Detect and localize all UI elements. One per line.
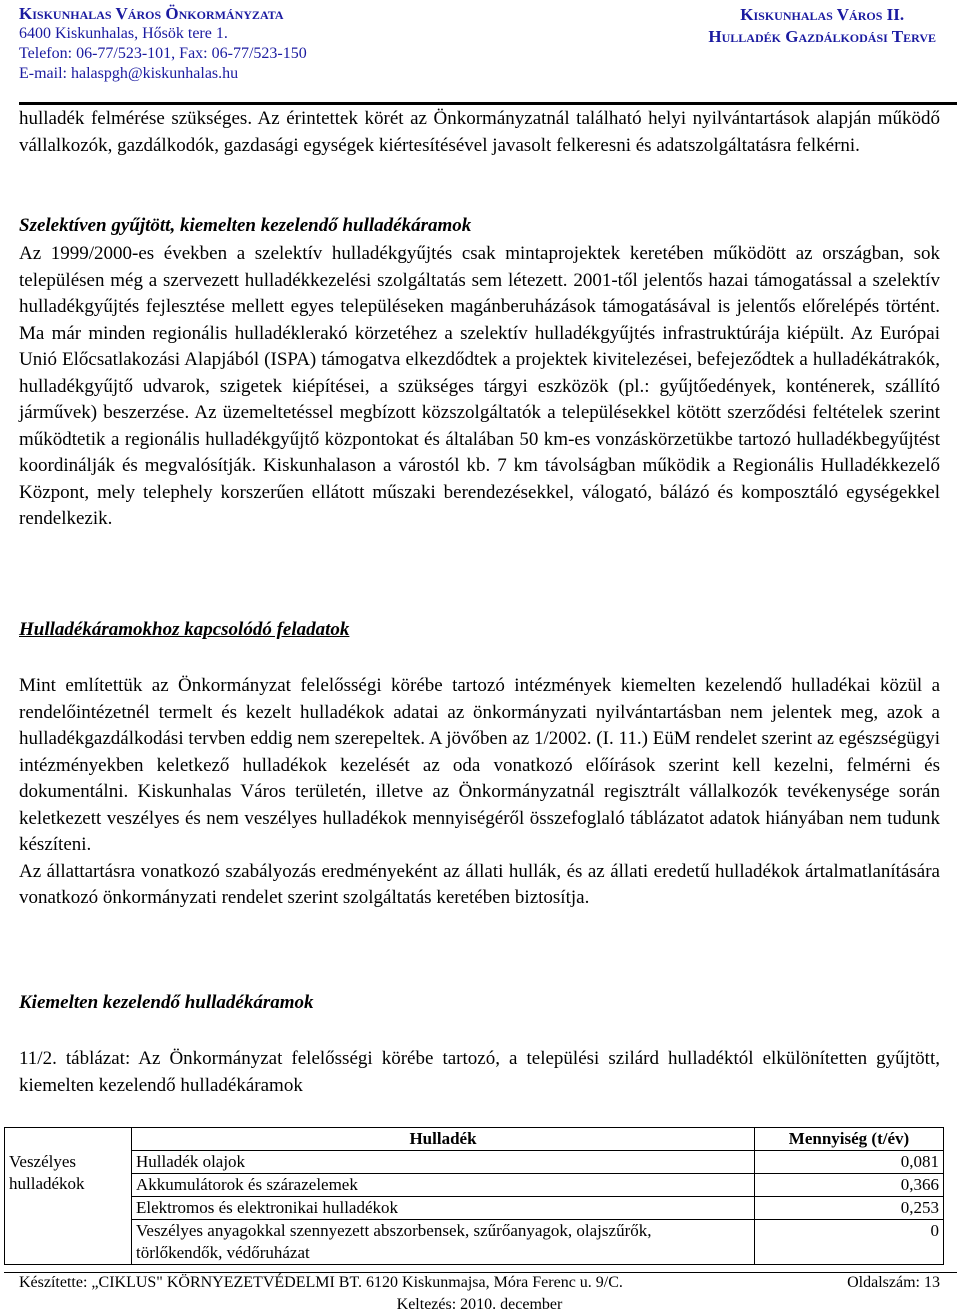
col-qty-header: Mennyiség (t/év) (755, 1128, 944, 1151)
doc-title-line1: Kiskunhalas Város II. (740, 5, 905, 24)
doc-title-line2: Hulladék Gazdálkodási Terve (708, 27, 936, 46)
section2-para2: Az állattartásra vonatkozó szabályozás eredményeként az állati hullák, és az állati eredetű hulladékok ártalmatlanítására vonatkozó önkormányzati rendelet szerint szolgáltatás keretében biztosítja. (19, 860, 940, 908)
section2-para1: Mint említettük az Önkormányzat felelősségi körébe tartozó intézmények kiemelten kezelendő hulladékai közül a rendelőintézetnél termelt és kezelt hulladékok adatai az önkormányzati nyilvántartásban nem jelentek meg, azok a hulladékgazdálkodási tervben eddig nem szerepeltek. A jövőben az 1/2002. (I. 11.) EüM rendelet szerint az egészségügyi intézményekben keletkező hulladékok kezelését az oda vonatkozó előírások szerint kell kezelni, felmérni és dokumentálni. Kiskunhalas Város területén, illetve az Önkormányzatnál regisztrált vállalkozók tevékenysége során keletkezett veszélyes és nem veszélyes hulladékok mennyiségéről összefoglaló táblázatot adatok hiányában nem tudunk készíteni. (19, 675, 940, 855)
section2-heading: Hulladékáramokhoz kapcsolódó feladatok (19, 619, 350, 640)
intro-paragraph: hulladék felmérése szükséges. Az érintettek körét az Önkormányzatnál található helyi nyilvántartások alapján működő vállalkozók, gazdálkodók, gazdasági egységek kiértesítésével javasolt felkeresni és adatszolgáltatásra felkérni. (19, 108, 940, 156)
footer-author: Készítette: „CIKLUS" KÖRNYEZETVÉDELMI BT. 6120 Kiskunmajsa, Móra Ferenc u. 9/C. (19, 1274, 623, 1291)
org-phone: Telefon: 06-77/523-101, Fax: 06-77/523-150 (19, 45, 307, 62)
table-row (5, 1197, 944, 1220)
table-header-row (5, 1128, 944, 1151)
waste-qty: 0,253 (755, 1197, 944, 1220)
waste-qty: 0,366 (755, 1174, 944, 1197)
org-name: Kiskunhalas Város Önkormányzata (19, 4, 284, 23)
waste-qty: 0,081 (755, 1151, 944, 1174)
section2-body (19, 673, 940, 912)
table-row (5, 1220, 944, 1265)
waste-qty: 0 (755, 1220, 944, 1265)
category-cell: Veszélyes hulladékok (5, 1151, 132, 1265)
header-rule (19, 102, 957, 105)
table-caption: 11/2. táblázat: Az Önkormányzat felelősségi körébe tartozó, a települési szilárd hulladéktól elkülönítetten gyűjtött, kiemelten kezelendő hulladékáramok (19, 1048, 940, 1096)
waste-name: Akkumulátorok és szárazelemek (132, 1174, 755, 1197)
section3-heading: Kiemelten kezelendő hulladékáramok (19, 992, 314, 1013)
org-email: E-mail: halaspgh@kiskunhalas.hu (19, 65, 239, 82)
waste-name: Elektromos és elektronikai hulladékok (132, 1197, 755, 1220)
waste-name: Veszélyes anyagokkal szennyezett abszorbensek, szűrőanyagok, olajszűrők, törlőkendők, védőruházat (132, 1220, 755, 1265)
header-contact (19, 4, 307, 84)
waste-table (4, 1127, 944, 1265)
col-waste-header: Hulladék (132, 1128, 755, 1151)
table-row (5, 1151, 944, 1174)
waste-name: Hulladék olajok (132, 1151, 755, 1174)
section1-heading: Szelektíven gyűjtött, kiemelten kezelendő hulladékáramok (19, 215, 472, 236)
table-row (5, 1174, 944, 1197)
footer-date: Keltezés: 2010. december (396, 1296, 563, 1313)
footer-page-number: Oldalszám: 13 (847, 1274, 940, 1291)
header-doc-title (708, 4, 936, 48)
org-address: 6400 Kiskunhalas, Hősök tere 1. (19, 25, 228, 42)
section1-body: Az 1999/2000-es években a szelektív hulladékgyűjtés csak mintaprojektek keretében működött az országban, sok településen még a szervezett hulladékkezelési szolgáltatás sem létezett. 2001-től jelentős hazai támogatással a szelektív hulladékgyűjtés fejlesztése mellett egyes településeken magánberuházások támogatásával is jelentős előrelépés történt. Ma már minden regionális hulladéklerakó körzetéhez a szelektív hulladékgyűjtés infrastruktúrája kiépült. Az Európai Unió Előcsatlakozási Alapjából (ISPA) támogatva elkezdődtek a projektek kivitelezései, befejeződtek a hulladékátrakók, hulladékgyűjtő udvarok, szigetek kiépítései, a szükséges tárgyi eszközök (pl.: gyűjtőedények, konténerek, szállító járművek) beszerzése. Az üzemeltetéssel megbízott közszolgáltatók a településekkel kötött szerződési feltételek szerint működtetik a regionális hulladékgyűjtő központokat és általában 50 km-es vonzáskörzetükbe tartozó hulladékbegyűjtést koordinálják és megvalósítják. Kiskunhalason a várostól kb. 7 km távolságban működik a Regionális Hulladékkezelő Központ, mely telephely korszerűen ellátott műszaki berendezésekkel, válogató, bálázó és komposztáló egységekkel rendelkezik. (19, 243, 940, 529)
